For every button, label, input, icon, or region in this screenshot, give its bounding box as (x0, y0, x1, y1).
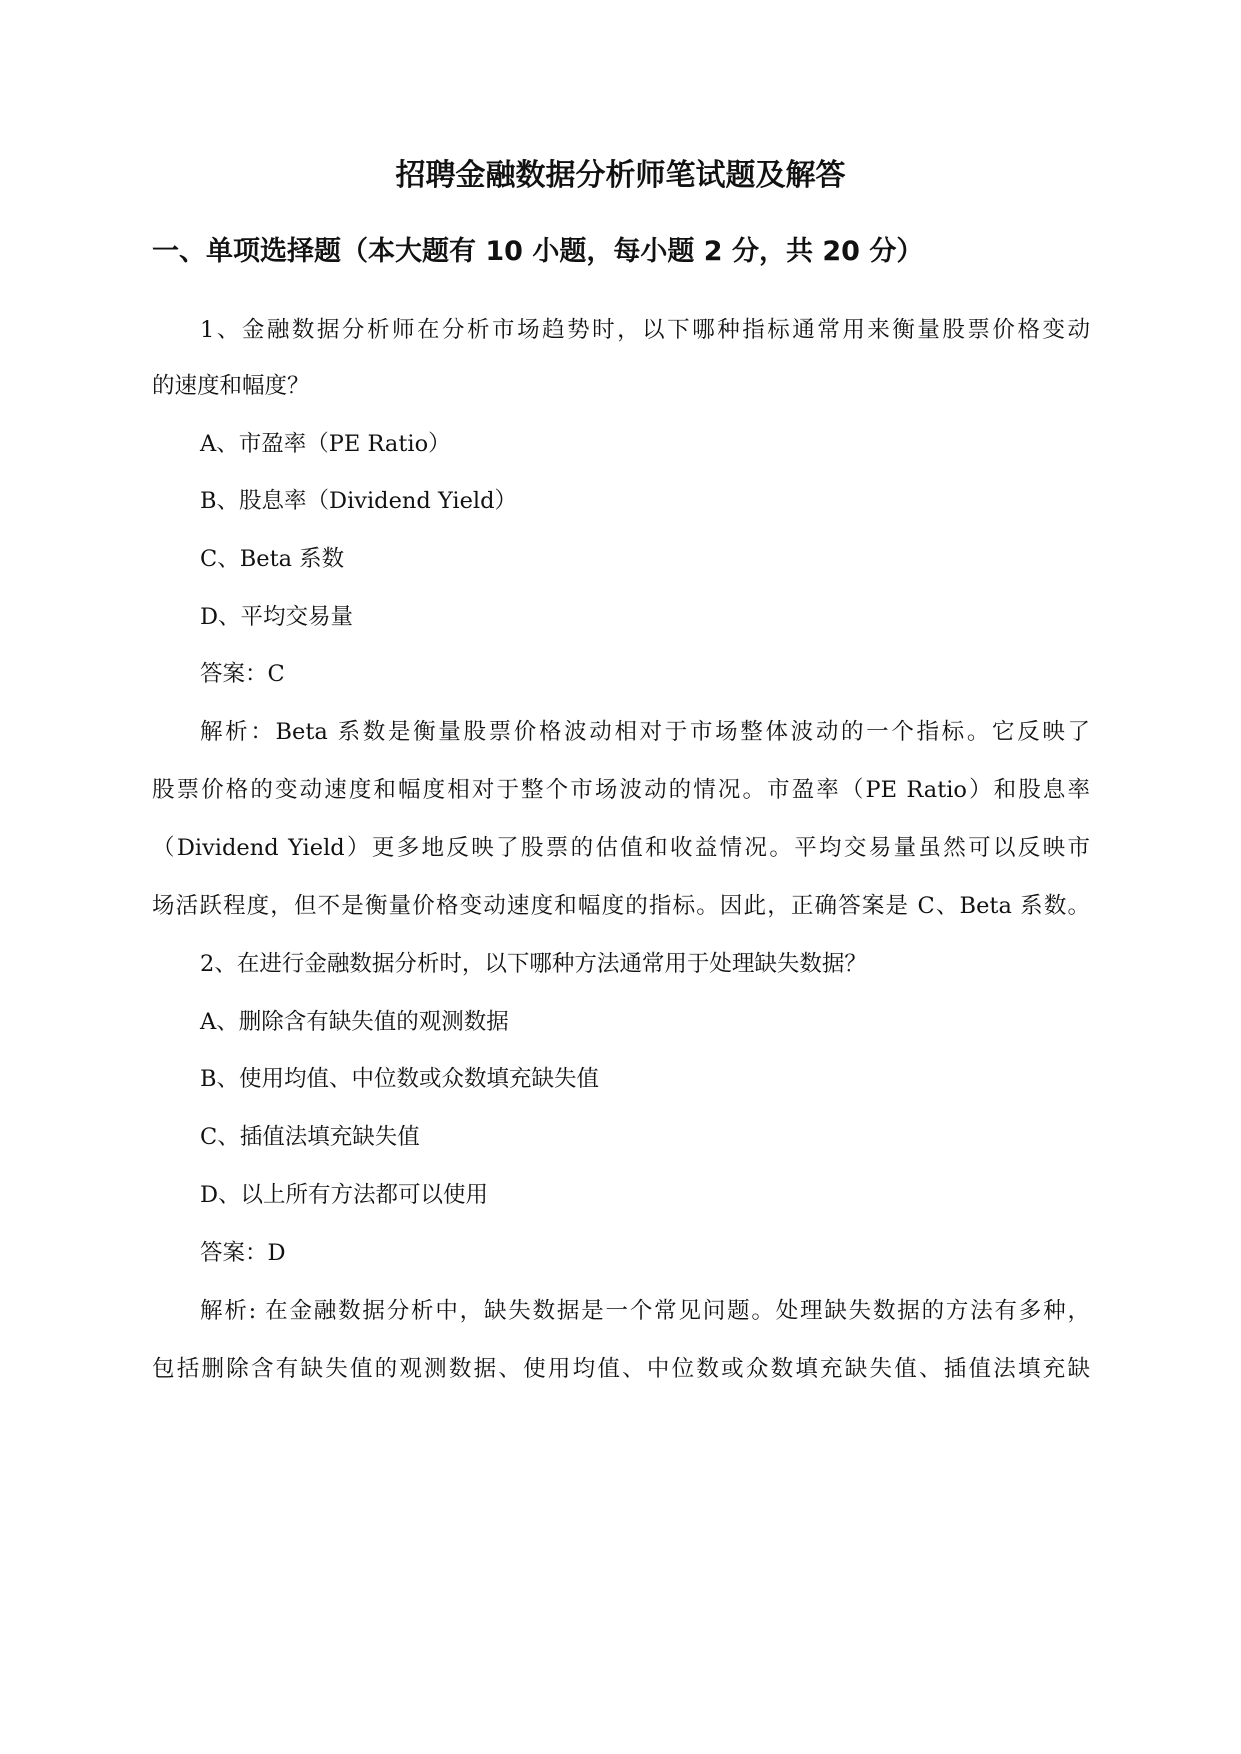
question-1-option-a: A、市盈率（PE Ratio） (200, 431, 451, 457)
question-1-analysis-line-4: 场活跃程度，但不是衡量价格变动速度和幅度的指标。因此，正确答案是 C、Beta 系数。 (152, 893, 1090, 919)
section-heading: 一、单项选择题（本大题有 10 小题，每小题 2 分，共 20 分） (152, 236, 924, 267)
question-1-answer: 答案：C (200, 661, 285, 687)
question-2-answer: 答案：D (200, 1240, 286, 1266)
question-1-option-b: B、股息率（Dividend Yield） (200, 488, 518, 514)
question-1-analysis-line-3: （Dividend Yield）更多地反映了股票的估值和收益情况。平均交易量虽然可以反映市 (152, 835, 1090, 861)
question-2-stem-line-1: 2、在进行金融数据分析时，以下哪种方法通常用于处理缺失数据？ (200, 951, 867, 977)
question-2-analysis-line-1: 解析: 在金融数据分析中，缺失数据是一个常见问题。处理缺失数据的方法有多种， (200, 1298, 1090, 1324)
document-title: 招聘金融数据分析师笔试题及解答 (395, 158, 846, 193)
question-1-stem-line-1: 1、金融数据分析师在分析市场趋势时，以下哪种指标通常用来衡量股票价格变动 (200, 317, 1090, 343)
question-1-analysis-line-2: 股票价格的变动速度和幅度相对于整个市场波动的情况。市盈率（PE Ratio）和股息率 (152, 777, 1090, 803)
question-2-option-c: C、插值法填充缺失值 (200, 1124, 420, 1150)
question-1-option-d: D、平均交易量 (200, 604, 354, 630)
question-1-analysis-line-1: 解析：Beta 系数是衡量股票价格波动相对于市场整体波动的一个指标。它反映了 (200, 719, 1090, 745)
question-2-option-d: D、以上所有方法都可以使用 (200, 1182, 489, 1208)
question-1-option-c: C、Beta 系数 (200, 546, 345, 572)
question-2-option-a: A、删除含有缺失值的观测数据 (200, 1009, 509, 1035)
question-1-stem-line-2: 的速度和幅度？ (152, 373, 310, 399)
question-2-analysis-line-2: 包括删除含有缺失值的观测数据、使用均值、中位数或众数填充缺失值、插值法填充缺 (152, 1356, 1090, 1382)
question-2-option-b: B、使用均值、中位数或众数填充缺失值 (200, 1066, 600, 1092)
